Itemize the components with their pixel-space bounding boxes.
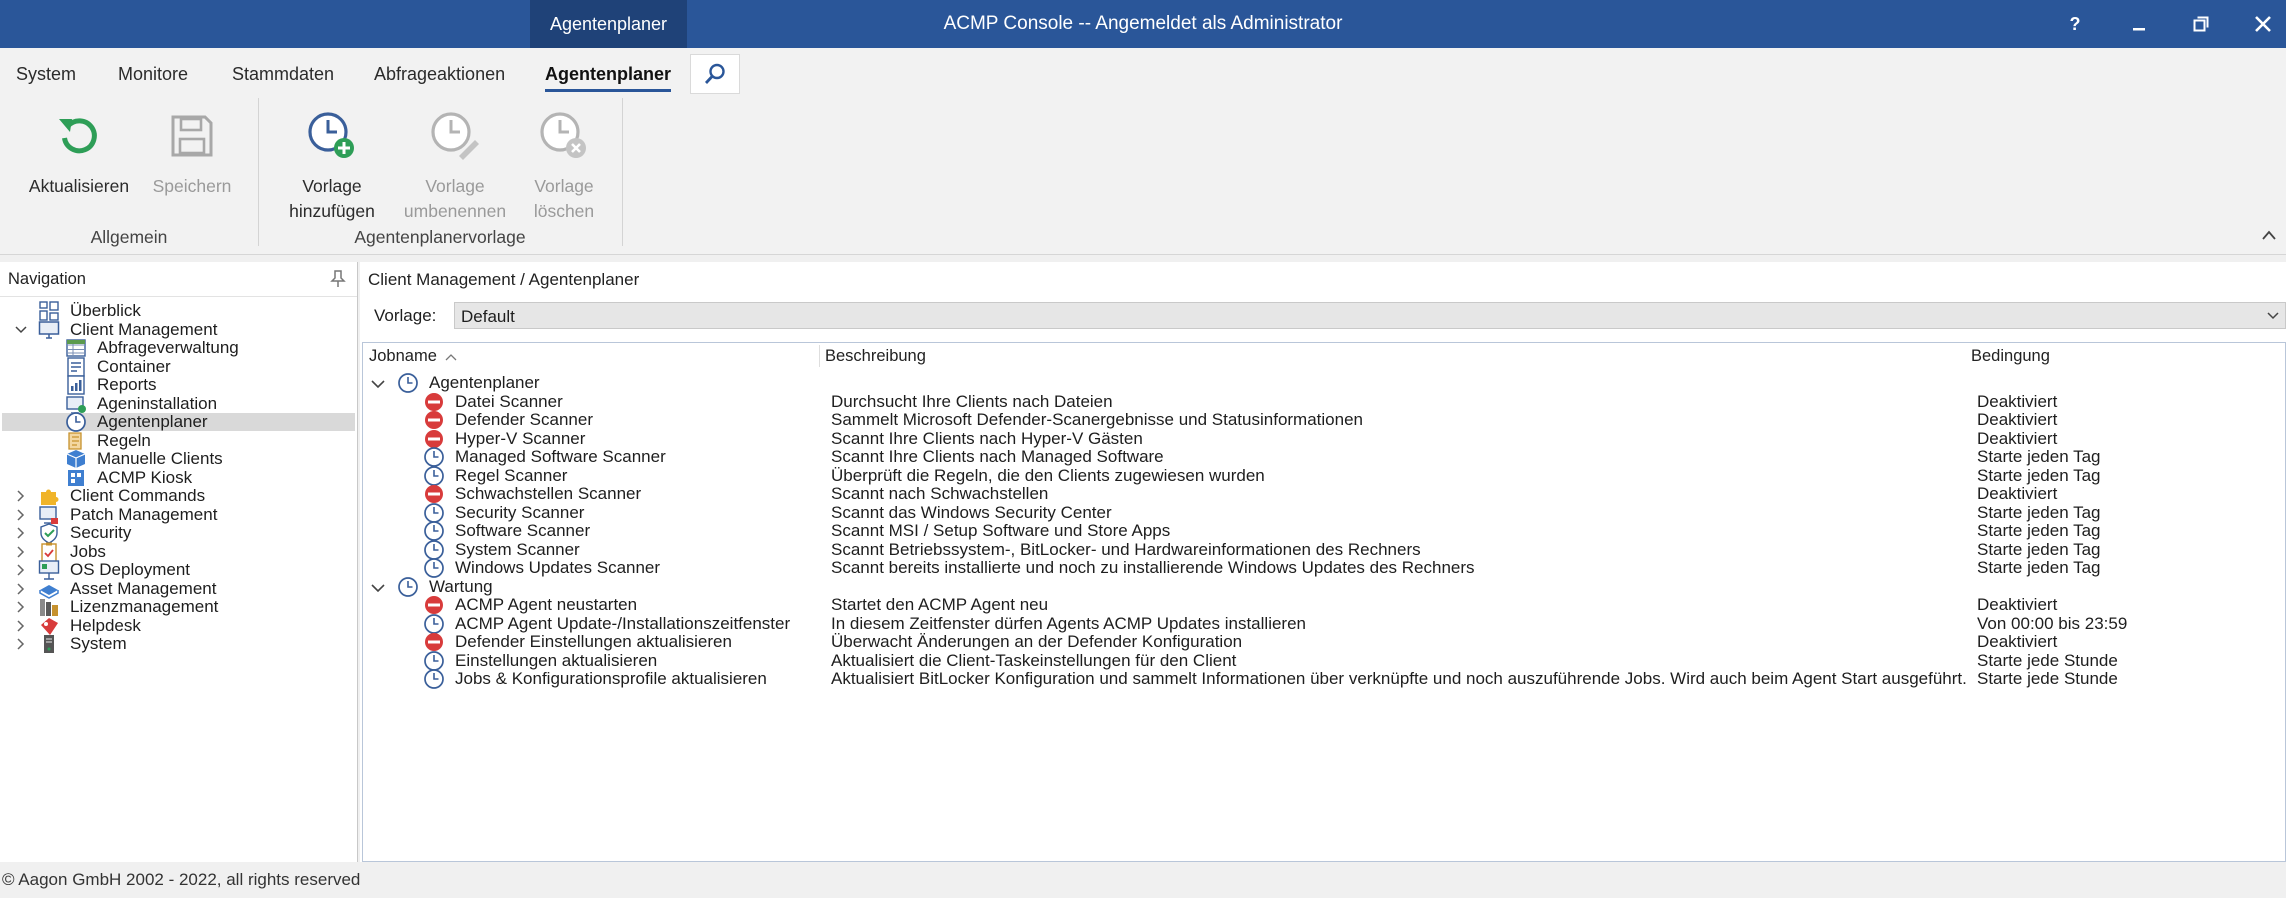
group-label-allgemein: Allgemein [90, 227, 168, 247]
job-condition: Starte jeden Tag [1977, 539, 2101, 559]
sort-asc-icon [445, 353, 457, 361]
nav-item-label: Ageninstallation [97, 393, 218, 413]
clock-icon [423, 668, 445, 690]
job-condition: Starte jeden Tag [1977, 521, 2101, 540]
chevron-right-icon[interactable] [14, 489, 28, 503]
table-row[interactable] [363, 665, 2283, 692]
breadcrumb: Client Management / Agentenplaner [368, 270, 640, 289]
nav-item-ageninstallation[interactable] [2, 395, 355, 413]
job-description: Aktualisiert die Client-Taskeinstellungen für den Client [831, 650, 1237, 670]
nav-item-label: Manuelle Clients [97, 449, 223, 468]
group-label-agentenplanervorlage: Agentenplanervorlage [354, 227, 526, 247]
clock-rename-icon [429, 110, 481, 162]
job-name: ACMP Agent neustarten [455, 595, 638, 614]
delete-template-label-2: löschen [533, 201, 595, 221]
nav-item-reports[interactable] [2, 376, 355, 394]
nav-item-überblick[interactable] [2, 302, 355, 320]
rename-template-label-2: umbenennen [403, 201, 507, 221]
chevron-right-icon[interactable] [14, 619, 28, 633]
job-description: Durchsucht Ihre Clients nach Dateien [831, 391, 1113, 411]
nav-item-label: Security [70, 523, 132, 542]
nav-item-label: Regeln [97, 430, 151, 450]
job-condition: Starte jeden Tag [1977, 465, 2101, 485]
rename-template-label-1: Vorlage [425, 176, 485, 196]
close-button[interactable] [2232, 0, 2286, 48]
job-name: Managed Software Scanner [455, 447, 666, 466]
nav-item-label: Überblick [70, 301, 141, 320]
save-label: Speichern [152, 176, 232, 196]
clock-add-icon [306, 110, 358, 162]
nav-item-manuelle-clients[interactable] [2, 450, 355, 468]
nav-item-label: Client Management [70, 319, 218, 339]
job-name: Security Scanner [455, 502, 585, 522]
save-icon [169, 113, 215, 159]
collapse-ribbon-icon[interactable] [2262, 230, 2276, 240]
nav-item-helpdesk[interactable] [2, 617, 355, 635]
chevron-right-icon[interactable] [14, 508, 28, 522]
minimize-button[interactable] [2108, 0, 2170, 48]
nav-item-system[interactable] [2, 635, 355, 653]
job-condition: Von 00:00 bis 23:59 [1977, 613, 2128, 633]
job-condition: Deaktiviert [1977, 595, 2058, 614]
chevron-right-icon[interactable] [14, 637, 28, 651]
context-tab-agentenplaner[interactable]: Agentenplaner [530, 0, 687, 48]
job-condition: Deaktiviert [1977, 484, 2058, 503]
jobs-grid [362, 342, 2286, 862]
tab-system[interactable]: System [16, 64, 77, 84]
job-description: Startet den ACMP Agent neu [831, 595, 1049, 614]
chevron-down-icon [2267, 312, 2279, 320]
nav-item-label: OS Deployment [70, 560, 190, 579]
search-button[interactable] [690, 54, 740, 94]
chevron-down-icon[interactable] [14, 323, 28, 337]
job-name: Datei Scanner [455, 391, 563, 411]
refresh-button[interactable] [20, 108, 138, 199]
job-name: System Scanner [455, 539, 580, 559]
refresh-icon [55, 112, 103, 160]
main-panel [360, 262, 2286, 862]
nav-item-label: Abfrageverwaltung [97, 338, 239, 357]
job-description: Scannt MSI / Setup Software und Store Apps [831, 521, 1171, 540]
job-name: Software Scanner [455, 521, 591, 540]
column-header-bedingung[interactable]: Bedingung [1971, 347, 2050, 365]
job-name: ACMP Agent Update-/Installationszeitfenster [455, 613, 791, 633]
nav-item-agentenplaner[interactable] [2, 413, 355, 431]
job-condition: Starte jeden Tag [1977, 502, 2101, 522]
vorlage-dropdown[interactable] [454, 302, 2286, 329]
job-condition: Deaktiviert [1977, 428, 2058, 448]
restore-icon [2193, 16, 2209, 32]
navigation-panel [0, 262, 358, 862]
server-icon [38, 633, 60, 655]
ribbon-separator [258, 98, 259, 246]
nav-item-label: Reports [97, 375, 157, 394]
job-description: Überprüft die Regeln, die den Clients zugewiesen wurden [831, 465, 1265, 485]
column-header-beschreibung[interactable]: Beschreibung [825, 347, 926, 365]
nav-item-label: Agentenplaner [97, 412, 208, 431]
rename-template-button[interactable] [396, 108, 514, 224]
job-condition: Starte jede Stunde [1977, 650, 2118, 670]
nav-item-label: Asset Management [70, 578, 217, 598]
vorlage-label: Vorlage: [374, 306, 437, 325]
chevron-right-icon[interactable] [14, 545, 28, 559]
nav-item-os-deployment[interactable] [2, 561, 355, 579]
chevron-right-icon[interactable] [14, 526, 28, 540]
nav-item-label: Container [97, 356, 171, 376]
job-description: Aktualisiert BitLocker Konfiguration und sammelt Informationen über verknüpfte und noch auszuführende Jobs. Wird auch beim Agent Start ausgeführt. [831, 669, 1967, 688]
nav-item-label: Client Commands [70, 486, 206, 505]
nav-item-label: Helpdesk [70, 615, 141, 635]
monitor-icon [38, 319, 60, 341]
nav-item-container[interactable] [2, 358, 355, 376]
title-bar [0, 0, 2286, 48]
job-name: Defender Scanner [455, 410, 593, 429]
job-condition: Deaktiviert [1977, 410, 2058, 429]
nav-item-label: Lizenzmanagement [70, 597, 219, 616]
job-description: Scannt Ihre Clients nach Managed Software [831, 447, 1164, 466]
nav-item-asset-management[interactable] [2, 580, 355, 598]
column-header-jobname[interactable]: Jobname [369, 347, 457, 366]
delete-template-button[interactable] [522, 108, 606, 224]
tab-stammdaten[interactable]: Stammdaten [232, 64, 335, 84]
search-icon [703, 62, 727, 86]
nav-item-lizenzmanagement[interactable] [2, 598, 355, 616]
column-divider [819, 345, 820, 367]
job-condition: Deaktiviert [1977, 391, 2058, 411]
job-condition: Starte jeden Tag [1977, 447, 2101, 466]
job-description: Scannt Betriebssystem-, BitLocker- und Hardwareinformationen des Rechners [831, 539, 1421, 559]
job-description: Scannt nach Schwachstellen [831, 484, 1049, 503]
nav-item-acmp-kiosk[interactable] [2, 469, 355, 487]
add-template-label-1: Vorlage [302, 176, 362, 196]
add-template-label-2: hinzufügen [289, 201, 375, 221]
tab-monitore[interactable]: Monitore [118, 64, 189, 84]
tab-agentenplaner[interactable]: Agentenplaner [545, 64, 672, 84]
help-button[interactable]: ? [2069, 13, 2081, 34]
refresh-label: Aktualisieren [28, 176, 130, 196]
delete-template-label-1: Vorlage [534, 176, 594, 196]
clock-delete-icon [538, 110, 590, 162]
chevron-right-icon[interactable] [14, 600, 28, 614]
chevron-right-icon[interactable] [14, 582, 28, 596]
job-condition: Starte jede Stunde [1977, 669, 2118, 688]
nav-item-label: Patch Management [70, 504, 218, 524]
pin-icon[interactable] [330, 270, 346, 288]
menu-bar [0, 48, 2286, 98]
nav-item-label: ACMP Kiosk [97, 467, 193, 487]
job-name: Schwachstellen Scanner [455, 484, 642, 503]
job-condition: Starte jeden Tag [1977, 558, 2101, 577]
chevron-right-icon[interactable] [14, 563, 28, 577]
nav-item-client-management[interactable] [2, 321, 355, 339]
job-name: Hyper-V Scanner [455, 428, 586, 448]
footer-copyright: © Aagon GmbH 2002 - 2022, all rights reserved [2, 870, 361, 889]
job-name: Jobs & Konfigurationsprofile aktualisieren [455, 669, 767, 688]
job-condition: Deaktiviert [1977, 632, 2058, 651]
job-description: Überwacht Änderungen an der Defender Konfiguration [831, 632, 1243, 651]
job-name: Defender Einstellungen aktualisieren [455, 632, 732, 651]
job-description: Scannt bereits installierte und noch zu installierende Windows Updates des Rechners [831, 558, 1475, 577]
navigation-header [0, 262, 357, 297]
save-button[interactable] [146, 108, 238, 199]
close-icon [2254, 15, 2272, 33]
minimize-icon [2132, 17, 2146, 31]
nav-item-regeln[interactable] [2, 432, 355, 450]
group-name: Agentenplaner [429, 373, 540, 392]
ribbon [0, 96, 2286, 255]
nav-item-security[interactable] [2, 524, 355, 542]
restore-button[interactable] [2170, 0, 2232, 48]
group-name: Wartung [429, 576, 493, 596]
vorlage-value: Default [461, 307, 515, 326]
nav-item-abfrageverwaltung[interactable] [2, 339, 355, 357]
nav-item-label: Jobs [70, 541, 106, 561]
navigation-title: Navigation [8, 270, 86, 288]
job-name: Regel Scanner [455, 465, 568, 485]
job-description: Scannt das Windows Security Center [831, 502, 1112, 522]
window-title: ACMP Console -- Angemeldet als Administrator [943, 13, 1343, 34]
add-template-button[interactable] [286, 108, 378, 224]
ribbon-separator [622, 98, 623, 246]
nav-item-jobs[interactable] [2, 543, 355, 561]
nav-item-client-commands[interactable] [2, 487, 355, 505]
nav-item-label: System [70, 634, 127, 653]
job-description: In diesem Zeitfenster dürfen Agents ACMP Updates installieren [831, 613, 1306, 633]
job-description: Scannt Ihre Clients nach Hyper-V Gästen [831, 428, 1143, 448]
tab-abfrageaktionen[interactable]: Abfrageaktionen [374, 64, 506, 84]
job-description: Sammelt Microsoft Defender-Scanergebnisse und Statusinformationen [831, 410, 1363, 429]
job-name: Einstellungen aktualisieren [455, 650, 658, 670]
nav-item-patch-management[interactable] [2, 506, 355, 524]
job-name: Windows Updates Scanner [455, 558, 661, 577]
